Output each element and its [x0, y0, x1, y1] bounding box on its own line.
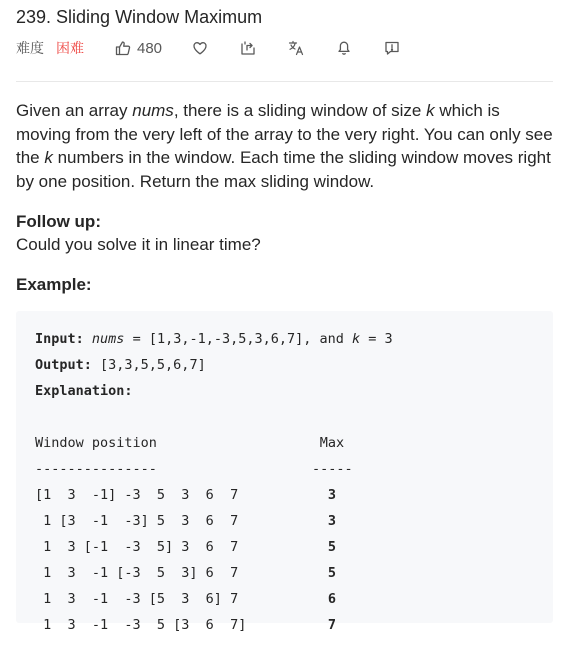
- input-k-value: = 3: [360, 331, 393, 347]
- table-row-max: 5: [327, 539, 337, 555]
- favorite-button[interactable]: [191, 39, 209, 57]
- difficulty-label: 难度: [16, 40, 44, 56]
- table-row: [35, 482, 534, 508]
- table-row-window: 1 3 -1 -3 [5 3 6] 7: [35, 591, 239, 607]
- desc-text-3: which is moving from the very left of the array to the very right. You can only see the: [16, 101, 553, 167]
- desc-var-k: k: [426, 101, 435, 120]
- followup-heading: Follow up:: [16, 212, 101, 231]
- problem-toolbar: [16, 38, 553, 58]
- table-row-window: [1 3 -1] -3 5 3 6 7: [35, 487, 239, 503]
- input-array: = [1,3,-1,-3,5,3,6,7], and: [124, 331, 353, 347]
- table-row-max: 7: [327, 617, 337, 633]
- table-row: [35, 586, 534, 612]
- input-nums-var: nums: [91, 331, 125, 347]
- bell-icon: [336, 40, 352, 56]
- feedback-icon: [384, 40, 400, 56]
- table-row: [35, 612, 534, 638]
- like-count: 480: [137, 39, 163, 57]
- desc-text-1: Given an array: [16, 101, 133, 120]
- table-row-window: 1 3 -1 [-3 5 3] 6 7: [35, 565, 239, 581]
- share-button[interactable]: [239, 39, 257, 57]
- example-explanation-line: [35, 378, 534, 404]
- table-row-max: 5: [327, 565, 337, 581]
- difficulty-value: 困难: [56, 40, 84, 56]
- blank-line: [35, 404, 534, 430]
- thumbs-up-icon: [115, 40, 131, 56]
- share-icon: [240, 40, 256, 56]
- table-separator-max: -----: [312, 461, 353, 477]
- like-button[interactable]: [115, 40, 162, 57]
- table-row-window: 1 3 -1 -3 5 [3 6 7]: [35, 617, 247, 633]
- problem-title: 239. Sliding Window Maximum: [16, 7, 263, 27]
- input-k-var: k: [352, 331, 361, 347]
- followup-text: Could you solve it in linear time?: [16, 235, 261, 254]
- header-divider: [16, 81, 553, 82]
- heart-icon: [192, 40, 208, 56]
- table-separator-row: [35, 456, 534, 482]
- table-header-max: Max: [319, 435, 345, 451]
- translate-button[interactable]: [287, 39, 305, 57]
- desc-text-4: numbers in the window. Each time the sliding window moves right by one position. Return the max sliding window.: [16, 148, 551, 191]
- table-row-max: 3: [327, 513, 337, 529]
- table-header-row: [35, 430, 534, 456]
- table-separator-window: ---------------: [35, 461, 157, 477]
- table-row: [35, 560, 534, 586]
- desc-text-2: , there is a sliding window of size: [173, 101, 427, 120]
- table-row-max: 6: [327, 591, 337, 607]
- explanation-label: Explanation:: [35, 383, 133, 399]
- output-value: [3,3,5,5,6,7]: [91, 357, 206, 373]
- table-row-max: 3: [327, 487, 337, 503]
- example-input-line: [35, 326, 534, 352]
- table-row: [35, 534, 534, 560]
- problem-description: [16, 99, 553, 193]
- desc-var-nums: nums: [132, 101, 174, 120]
- translate-icon: [288, 40, 304, 56]
- table-header-window: Window position: [35, 435, 157, 451]
- table-row-window: 1 [3 -1 -3] 5 3 6 7: [35, 513, 239, 529]
- output-label: Output:: [35, 357, 92, 373]
- table-row: [35, 508, 534, 534]
- desc-var-k-2: k: [44, 148, 53, 167]
- example-heading: Example:: [16, 275, 92, 294]
- table-row-window: 1 3 [-1 -3 5] 3 6 7: [35, 539, 239, 555]
- input-label: Input:: [35, 331, 84, 347]
- feedback-button[interactable]: [383, 39, 401, 57]
- example-output-line: [35, 352, 534, 378]
- subscribe-button[interactable]: [335, 39, 353, 57]
- example-code-block: [16, 311, 553, 633]
